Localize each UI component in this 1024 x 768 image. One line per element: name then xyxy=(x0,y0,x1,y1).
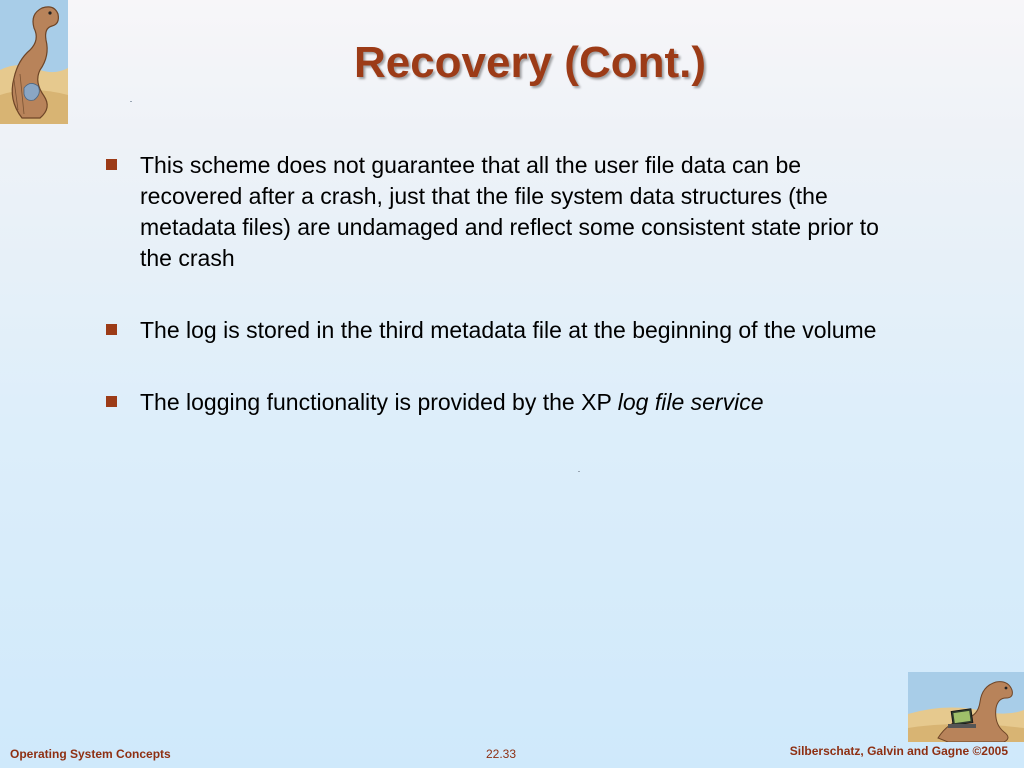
bullet-list xyxy=(104,150,904,459)
square-bullet-icon xyxy=(106,324,117,335)
footer-page-number: 22.33 xyxy=(486,747,517,761)
bullet-text: The logging functionality is provided by the XP xyxy=(140,389,618,415)
bullet-emphasis: log file service xyxy=(617,389,764,415)
decorative-speck xyxy=(130,101,132,102)
footer-book-title: Operating System Concepts xyxy=(10,747,171,761)
slide-title: Recovery (Cont.) xyxy=(353,38,707,87)
bullet-item xyxy=(104,150,904,274)
decorative-speck xyxy=(578,471,580,472)
bullet-item xyxy=(104,315,904,346)
square-bullet-icon xyxy=(106,159,117,170)
bullet-item xyxy=(104,387,904,418)
footer-copyright: Silberschatz, Galvin and Gagne ©2005 xyxy=(789,744,1008,758)
square-bullet-icon xyxy=(106,396,117,407)
bullet-text: This scheme does not guarantee that all the user file data can be recovered after a crash, just that the file system data structures (the metadata files) are undamaged and reflect some consistent state prior to the crash xyxy=(140,152,879,271)
dinosaur-laptop-logo-icon xyxy=(908,672,1024,742)
bullet-text: The log is stored in the third metadata file at the beginning of the volume xyxy=(140,317,877,343)
